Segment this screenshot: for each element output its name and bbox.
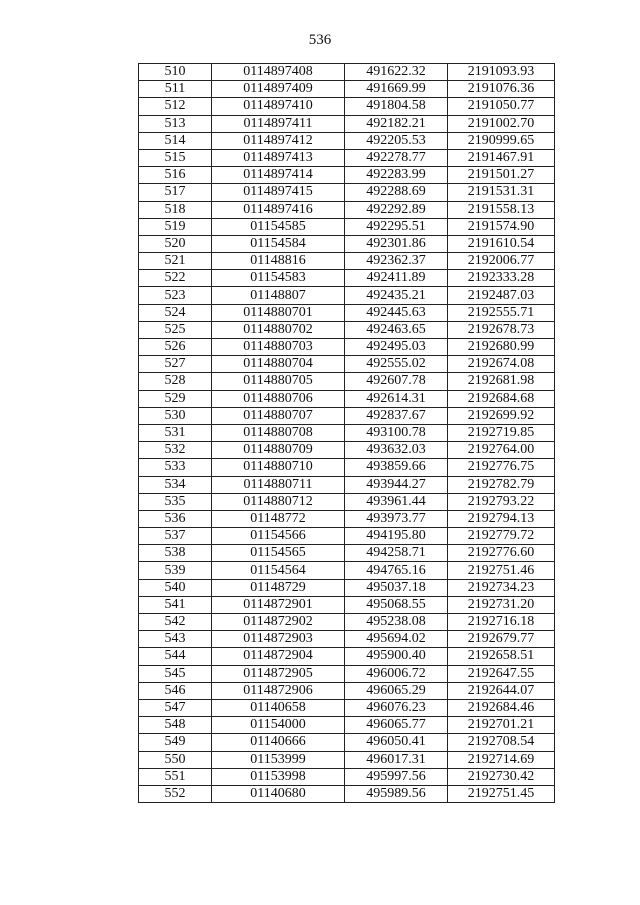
x-coordinate-cell: 493973.77: [345, 510, 448, 527]
table-row: [139, 682, 555, 699]
table-row: [139, 751, 555, 768]
row-index-cell: 544: [139, 648, 212, 665]
y-coordinate-cell: 2191093.93: [448, 64, 555, 81]
point-id-cell: 0114897414: [212, 167, 345, 184]
y-coordinate-cell: 2192779.72: [448, 528, 555, 545]
x-coordinate-cell: 492295.51: [345, 218, 448, 235]
table-row: [139, 631, 555, 648]
table-row: [139, 699, 555, 716]
page-number: 536: [308, 32, 332, 48]
row-index-cell: 525: [139, 321, 212, 338]
table-row: [139, 768, 555, 785]
row-index-cell: 510: [139, 64, 212, 81]
y-coordinate-cell: 2192716.18: [448, 614, 555, 631]
table-row: [139, 270, 555, 287]
point-id-cell: 0114897408: [212, 64, 345, 81]
row-index-cell: 551: [139, 768, 212, 785]
row-index-cell: 530: [139, 407, 212, 424]
table-row: [139, 476, 555, 493]
point-id-cell: 01154565: [212, 545, 345, 562]
point-id-cell: 01154583: [212, 270, 345, 287]
point-id-cell: 0114880701: [212, 304, 345, 321]
row-index-cell: 532: [139, 442, 212, 459]
x-coordinate-cell: 492555.02: [345, 356, 448, 373]
table-row: [139, 339, 555, 356]
y-coordinate-cell: 2191467.91: [448, 149, 555, 166]
row-index-cell: 535: [139, 493, 212, 510]
x-coordinate-cell: 495238.08: [345, 614, 448, 631]
y-coordinate-cell: 2192699.92: [448, 407, 555, 424]
table-row: [139, 304, 555, 321]
row-index-cell: 511: [139, 81, 212, 98]
y-coordinate-cell: 2191531.31: [448, 184, 555, 201]
x-coordinate-cell: 496017.31: [345, 751, 448, 768]
row-index-cell: 518: [139, 201, 212, 218]
row-index-cell: 521: [139, 253, 212, 270]
x-coordinate-cell: 491804.58: [345, 98, 448, 115]
row-index-cell: 514: [139, 132, 212, 149]
y-coordinate-cell: 2192708.54: [448, 734, 555, 751]
y-coordinate-cell: 2191002.70: [448, 115, 555, 132]
x-coordinate-cell: 492837.67: [345, 407, 448, 424]
point-id-cell: 0114897409: [212, 81, 345, 98]
y-coordinate-cell: 2192679.77: [448, 631, 555, 648]
y-coordinate-cell: 2192794.13: [448, 510, 555, 527]
table-row: [139, 98, 555, 115]
y-coordinate-cell: 2192678.73: [448, 321, 555, 338]
x-coordinate-cell: 492495.03: [345, 339, 448, 356]
table-row: [139, 493, 555, 510]
row-index-cell: 552: [139, 785, 212, 802]
table-row: [139, 579, 555, 596]
y-coordinate-cell: 2192006.77: [448, 253, 555, 270]
x-coordinate-cell: 492283.99: [345, 167, 448, 184]
row-index-cell: 528: [139, 373, 212, 390]
point-id-cell: 01148729: [212, 579, 345, 596]
point-id-cell: 0114897415: [212, 184, 345, 201]
table-row: [139, 81, 555, 98]
table-row: [139, 390, 555, 407]
x-coordinate-cell: 495068.55: [345, 596, 448, 613]
x-coordinate-cell: 492614.31: [345, 390, 448, 407]
table-row: [139, 424, 555, 441]
y-coordinate-cell: 2191076.36: [448, 81, 555, 98]
point-id-cell: 01154564: [212, 562, 345, 579]
point-id-cell: 0114880708: [212, 424, 345, 441]
point-id-cell: 0114880712: [212, 493, 345, 510]
x-coordinate-cell: 492607.78: [345, 373, 448, 390]
point-id-cell: 0114897413: [212, 149, 345, 166]
row-index-cell: 516: [139, 167, 212, 184]
row-index-cell: 538: [139, 545, 212, 562]
row-index-cell: 536: [139, 510, 212, 527]
table-row: [139, 115, 555, 132]
row-index-cell: 527: [139, 356, 212, 373]
row-index-cell: 539: [139, 562, 212, 579]
point-id-cell: 01154566: [212, 528, 345, 545]
x-coordinate-cell: 496050.41: [345, 734, 448, 751]
point-id-cell: 0114880702: [212, 321, 345, 338]
row-index-cell: 548: [139, 717, 212, 734]
row-index-cell: 531: [139, 424, 212, 441]
y-coordinate-cell: 2192731.20: [448, 596, 555, 613]
table-row: [139, 321, 555, 338]
row-index-cell: 515: [139, 149, 212, 166]
table-row: [139, 510, 555, 527]
table-body: [139, 64, 555, 803]
x-coordinate-cell: 492411.89: [345, 270, 448, 287]
y-coordinate-cell: 2191558.13: [448, 201, 555, 218]
point-id-cell: 0114880709: [212, 442, 345, 459]
point-id-cell: 0114880710: [212, 459, 345, 476]
x-coordinate-cell: 492435.21: [345, 287, 448, 304]
table-row: [139, 64, 555, 81]
x-coordinate-cell: 491669.99: [345, 81, 448, 98]
point-id-cell: 01140658: [212, 699, 345, 716]
table-row: [139, 459, 555, 476]
table-row: [139, 562, 555, 579]
y-coordinate-cell: 2192751.46: [448, 562, 555, 579]
row-index-cell: 533: [139, 459, 212, 476]
y-coordinate-cell: 2192680.99: [448, 339, 555, 356]
x-coordinate-cell: 496065.77: [345, 717, 448, 734]
point-id-cell: 0114880705: [212, 373, 345, 390]
row-index-cell: 523: [139, 287, 212, 304]
point-id-cell: 01148816: [212, 253, 345, 270]
y-coordinate-cell: 2191610.54: [448, 235, 555, 252]
point-id-cell: 0114880703: [212, 339, 345, 356]
x-coordinate-cell: 492278.77: [345, 149, 448, 166]
table-row: [139, 218, 555, 235]
x-coordinate-cell: 495900.40: [345, 648, 448, 665]
row-index-cell: 513: [139, 115, 212, 132]
point-id-cell: 0114880707: [212, 407, 345, 424]
table-row: [139, 167, 555, 184]
table-row: [139, 184, 555, 201]
point-id-cell: 01148772: [212, 510, 345, 527]
x-coordinate-cell: 496076.23: [345, 699, 448, 716]
x-coordinate-cell: 492301.86: [345, 235, 448, 252]
row-index-cell: 541: [139, 596, 212, 613]
x-coordinate-cell: 493961.44: [345, 493, 448, 510]
point-id-cell: 0114872905: [212, 665, 345, 682]
y-coordinate-cell: 2192776.75: [448, 459, 555, 476]
table-row: [139, 149, 555, 166]
point-id-cell: 0114880704: [212, 356, 345, 373]
y-coordinate-cell: 2191501.27: [448, 167, 555, 184]
table-row: [139, 235, 555, 252]
table-row: [139, 253, 555, 270]
y-coordinate-cell: 2192714.69: [448, 751, 555, 768]
table-row: [139, 717, 555, 734]
point-id-cell: 01154585: [212, 218, 345, 235]
y-coordinate-cell: 2192701.21: [448, 717, 555, 734]
y-coordinate-cell: 2191574.90: [448, 218, 555, 235]
table-row: [139, 545, 555, 562]
y-coordinate-cell: 2192793.22: [448, 493, 555, 510]
row-index-cell: 540: [139, 579, 212, 596]
x-coordinate-cell: 495989.56: [345, 785, 448, 802]
point-id-cell: 01140666: [212, 734, 345, 751]
y-coordinate-cell: 2192719.85: [448, 424, 555, 441]
row-index-cell: 519: [139, 218, 212, 235]
y-coordinate-cell: 2192734.23: [448, 579, 555, 596]
point-id-cell: 0114897412: [212, 132, 345, 149]
row-index-cell: 512: [139, 98, 212, 115]
point-id-cell: 01154584: [212, 235, 345, 252]
y-coordinate-cell: 2192684.46: [448, 699, 555, 716]
point-id-cell: 0114872906: [212, 682, 345, 699]
table-row: [139, 201, 555, 218]
y-coordinate-cell: 2192658.51: [448, 648, 555, 665]
point-id-cell: 01153998: [212, 768, 345, 785]
point-id-cell: 01153999: [212, 751, 345, 768]
y-coordinate-cell: 2192644.07: [448, 682, 555, 699]
row-index-cell: 534: [139, 476, 212, 493]
row-index-cell: 545: [139, 665, 212, 682]
row-index-cell: 522: [139, 270, 212, 287]
x-coordinate-cell: 494765.16: [345, 562, 448, 579]
x-coordinate-cell: 492362.37: [345, 253, 448, 270]
x-coordinate-cell: 492182.21: [345, 115, 448, 132]
x-coordinate-cell: 492445.63: [345, 304, 448, 321]
x-coordinate-cell: 496006.72: [345, 665, 448, 682]
row-index-cell: 543: [139, 631, 212, 648]
x-coordinate-cell: 493100.78: [345, 424, 448, 441]
row-index-cell: 524: [139, 304, 212, 321]
x-coordinate-cell: 492288.69: [345, 184, 448, 201]
x-coordinate-cell: 495037.18: [345, 579, 448, 596]
table-row: [139, 596, 555, 613]
table-row: [139, 734, 555, 751]
y-coordinate-cell: 2192782.79: [448, 476, 555, 493]
x-coordinate-cell: 494258.71: [345, 545, 448, 562]
x-coordinate-cell: 494195.80: [345, 528, 448, 545]
y-coordinate-cell: 2192764.00: [448, 442, 555, 459]
point-id-cell: 0114897411: [212, 115, 345, 132]
table-row: [139, 648, 555, 665]
y-coordinate-cell: 2192681.98: [448, 373, 555, 390]
row-index-cell: 526: [139, 339, 212, 356]
table-row: [139, 614, 555, 631]
y-coordinate-cell: 2191050.77: [448, 98, 555, 115]
x-coordinate-cell: 492463.65: [345, 321, 448, 338]
table-row: [139, 407, 555, 424]
y-coordinate-cell: 2192555.71: [448, 304, 555, 321]
point-id-cell: 01154000: [212, 717, 345, 734]
table-row: [139, 665, 555, 682]
table-row: [139, 528, 555, 545]
table-row: [139, 442, 555, 459]
row-index-cell: 549: [139, 734, 212, 751]
point-id-cell: 0114880711: [212, 476, 345, 493]
table-row: [139, 356, 555, 373]
y-coordinate-cell: 2192647.55: [448, 665, 555, 682]
point-id-cell: 01148807: [212, 287, 345, 304]
row-index-cell: 547: [139, 699, 212, 716]
point-id-cell: 0114872904: [212, 648, 345, 665]
table-row: [139, 785, 555, 802]
point-id-cell: 0114872903: [212, 631, 345, 648]
row-index-cell: 537: [139, 528, 212, 545]
point-id-cell: 01140680: [212, 785, 345, 802]
y-coordinate-cell: 2192730.42: [448, 768, 555, 785]
x-coordinate-cell: 491622.32: [345, 64, 448, 81]
table-row: [139, 132, 555, 149]
y-coordinate-cell: 2192776.60: [448, 545, 555, 562]
y-coordinate-cell: 2192487.03: [448, 287, 555, 304]
y-coordinate-cell: 2192751.45: [448, 785, 555, 802]
row-index-cell: 542: [139, 614, 212, 631]
x-coordinate-cell: 493632.03: [345, 442, 448, 459]
x-coordinate-cell: 495997.56: [345, 768, 448, 785]
point-id-cell: 0114880706: [212, 390, 345, 407]
point-id-cell: 0114897410: [212, 98, 345, 115]
x-coordinate-cell: 493859.66: [345, 459, 448, 476]
y-coordinate-cell: 2192674.08: [448, 356, 555, 373]
table-row: [139, 373, 555, 390]
y-coordinate-cell: 2192684.68: [448, 390, 555, 407]
point-id-cell: 0114897416: [212, 201, 345, 218]
x-coordinate-cell: 493944.27: [345, 476, 448, 493]
row-index-cell: 550: [139, 751, 212, 768]
x-coordinate-cell: 492292.89: [345, 201, 448, 218]
x-coordinate-cell: 496065.29: [345, 682, 448, 699]
row-index-cell: 520: [139, 235, 212, 252]
coordinate-table: [138, 63, 555, 803]
point-id-cell: 0114872902: [212, 614, 345, 631]
row-index-cell: 517: [139, 184, 212, 201]
table-row: [139, 287, 555, 304]
y-coordinate-cell: 2192333.28: [448, 270, 555, 287]
x-coordinate-cell: 492205.53: [345, 132, 448, 149]
row-index-cell: 546: [139, 682, 212, 699]
point-id-cell: 0114872901: [212, 596, 345, 613]
row-index-cell: 529: [139, 390, 212, 407]
x-coordinate-cell: 495694.02: [345, 631, 448, 648]
y-coordinate-cell: 2190999.65: [448, 132, 555, 149]
